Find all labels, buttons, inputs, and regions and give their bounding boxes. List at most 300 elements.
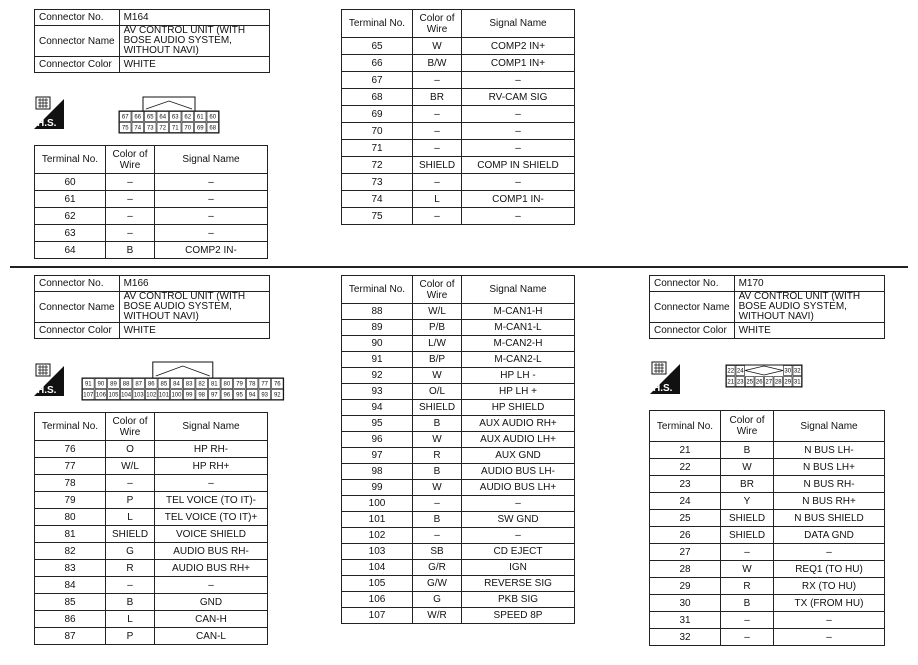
- label-connector-name: Connector Name: [650, 292, 735, 323]
- wire-color-cell: B: [106, 242, 155, 259]
- signal-name-cell: –: [155, 225, 268, 242]
- signal-name-cell: AUDIO BUS LH-: [462, 464, 575, 480]
- wire-color-cell: R: [413, 448, 462, 464]
- pin-number: 74: [134, 125, 142, 132]
- pin-number: 32: [793, 368, 801, 375]
- value-connector-name: AV CONTROL UNIT (WITH BOSE AUDIO SYSTEM, WITHOUT NAVI): [119, 292, 269, 323]
- table-row: [35, 628, 268, 645]
- terminal-no-cell: 91: [342, 352, 413, 368]
- signal-name-cell: COMP2 IN-: [155, 242, 268, 259]
- table-row: [650, 476, 885, 493]
- pin-number: 94: [248, 392, 256, 399]
- table-row: [35, 458, 268, 475]
- terminal-no-cell: 26: [650, 527, 721, 544]
- table-row: [35, 560, 268, 577]
- pin-number: 103: [133, 392, 144, 399]
- wire-color-cell: –: [413, 106, 462, 123]
- value-connector-no: M166: [119, 276, 269, 292]
- signal-name-cell: DATA GND: [774, 527, 885, 544]
- table-row: [35, 191, 268, 208]
- label-connector-color: Connector Color: [35, 57, 120, 73]
- pin-number: 86: [147, 381, 155, 388]
- terminal-no-cell: 32: [650, 629, 721, 646]
- terminal-no-cell: 98: [342, 464, 413, 480]
- terminal-no-cell: 84: [35, 577, 106, 594]
- signal-name-cell: –: [155, 475, 268, 492]
- table-row: [650, 510, 885, 527]
- table-row: [342, 174, 575, 191]
- terminal-no-cell: 67: [342, 72, 413, 89]
- pin-number: 29: [784, 379, 792, 386]
- terminal-no-cell: 77: [35, 458, 106, 475]
- wire-color-cell: L: [413, 191, 462, 208]
- wire-color-cell: W: [721, 561, 774, 578]
- wire-color-cell: W: [413, 480, 462, 496]
- signal-name-cell: M-CAN2-L: [462, 352, 575, 368]
- terminal-no-cell: 29: [650, 578, 721, 595]
- wire-color-cell: –: [413, 140, 462, 157]
- wire-color-cell: L: [106, 509, 155, 526]
- terminal-no-cell: 80: [35, 509, 106, 526]
- signal-name-cell: HP LH -: [462, 368, 575, 384]
- connector-m164-latch: [143, 97, 195, 111]
- table-row: [35, 441, 268, 458]
- signal-name-cell: TEL VOICE (TO IT)-: [155, 492, 268, 509]
- header-terminal-no: Terminal No.: [650, 411, 721, 442]
- pin-number: 65: [146, 114, 154, 121]
- table-row: [342, 464, 575, 480]
- table-row: [342, 336, 575, 352]
- signal-name-cell: N BUS LH+: [774, 459, 885, 476]
- terminal-no-cell: 70: [342, 123, 413, 140]
- table-row: [342, 528, 575, 544]
- terminal-table-m164-b: [341, 9, 575, 225]
- value-connector-no: M170: [734, 276, 884, 292]
- wire-color-cell: –: [106, 225, 155, 242]
- header-color-of-wire: Color of Wire: [413, 10, 462, 38]
- wire-color-cell: B: [413, 512, 462, 528]
- terminal-no-cell: 62: [35, 208, 106, 225]
- table-row: [342, 592, 575, 608]
- terminal-no-cell: 75: [342, 208, 413, 225]
- label-connector-name: Connector Name: [35, 292, 120, 323]
- terminal-no-cell: 99: [342, 480, 413, 496]
- pin-number: 107: [83, 392, 94, 399]
- pin-number: 100: [171, 392, 182, 399]
- terminal-no-cell: 88: [342, 304, 413, 320]
- pin-number: 72: [159, 125, 167, 132]
- table-row: [342, 208, 575, 225]
- connector-diagram-m166: [80, 360, 288, 402]
- table-row: [342, 320, 575, 336]
- pin-number: 106: [95, 392, 106, 399]
- label-connector-color: Connector Color: [35, 323, 120, 339]
- terminal-no-cell: 63: [35, 225, 106, 242]
- signal-name-cell: –: [462, 140, 575, 157]
- pin-number: 95: [236, 392, 243, 399]
- signal-name-cell: VOICE SHIELD: [155, 526, 268, 543]
- value-connector-color: WHITE: [119, 323, 269, 339]
- signal-name-cell: REQ1 (TO HU): [774, 561, 885, 578]
- pin-number: 70: [184, 125, 192, 132]
- header-terminal-no: Terminal No.: [342, 10, 413, 38]
- hs-label: H.S.: [37, 118, 57, 129]
- pin-number: 64: [159, 114, 167, 121]
- wire-color-cell: W: [721, 459, 774, 476]
- wire-color-cell: W/R: [413, 608, 462, 624]
- signal-name-cell: SW GND: [462, 512, 575, 528]
- header-signal-name: Signal Name: [155, 413, 268, 441]
- pin-number: 69: [196, 125, 204, 132]
- pin-number: 92: [273, 392, 281, 399]
- terminal-no-cell: 97: [342, 448, 413, 464]
- terminal-rows: [342, 38, 575, 225]
- signal-name-cell: AUX AUDIO RH+: [462, 416, 575, 432]
- signal-name-cell: CAN-L: [155, 628, 268, 645]
- pin-number: 77: [261, 381, 269, 388]
- wire-color-cell: –: [413, 528, 462, 544]
- terminal-no-cell: 82: [35, 543, 106, 560]
- table-row: [342, 416, 575, 432]
- wire-color-cell: B: [106, 594, 155, 611]
- wire-color-cell: B: [413, 416, 462, 432]
- signal-name-cell: PKB SIG: [462, 592, 575, 608]
- table-row: [342, 400, 575, 416]
- terminal-no-cell: 68: [342, 89, 413, 106]
- pin-number: 66: [134, 114, 142, 121]
- terminal-rows: [35, 441, 268, 645]
- signal-name-cell: HP RH-: [155, 441, 268, 458]
- signal-name-cell: M-CAN1-L: [462, 320, 575, 336]
- signal-name-cell: COMP2 IN+: [462, 38, 575, 55]
- table-row: [342, 368, 575, 384]
- harness-side-icon: [34, 95, 64, 129]
- terminal-rows: [650, 442, 885, 646]
- pin-number: 83: [185, 381, 193, 388]
- header-signal-name: Signal Name: [462, 10, 575, 38]
- section-divider: [10, 266, 908, 268]
- signal-name-cell: HP LH +: [462, 384, 575, 400]
- terminal-no-cell: 103: [342, 544, 413, 560]
- signal-name-cell: AUDIO BUS RH-: [155, 543, 268, 560]
- signal-name-cell: –: [155, 208, 268, 225]
- header-signal-name: Signal Name: [155, 146, 268, 174]
- pin-number: 90: [97, 381, 105, 388]
- wire-color-cell: –: [721, 612, 774, 629]
- signal-name-cell: TX (FROM HU): [774, 595, 885, 612]
- wire-color-cell: O/L: [413, 384, 462, 400]
- signal-name-cell: TEL VOICE (TO IT)+: [155, 509, 268, 526]
- terminal-no-cell: 104: [342, 560, 413, 576]
- terminal-no-cell: 27: [650, 544, 721, 561]
- pin-number: 79: [236, 381, 243, 388]
- pin-number: 87: [135, 381, 143, 388]
- signal-name-cell: N BUS RH+: [774, 493, 885, 510]
- wire-color-cell: –: [413, 208, 462, 225]
- signal-name-cell: AUDIO BUS LH+: [462, 480, 575, 496]
- terminal-no-cell: 78: [35, 475, 106, 492]
- pin-number: 96: [223, 392, 231, 399]
- connector-diagram-m164: [117, 95, 223, 135]
- wire-color-cell: B: [413, 464, 462, 480]
- pin-number: 22: [727, 368, 735, 375]
- terminal-rows: [35, 174, 268, 259]
- wire-color-cell: BR: [413, 89, 462, 106]
- signal-name-cell: –: [774, 629, 885, 646]
- wire-color-cell: G/W: [413, 576, 462, 592]
- terminal-no-cell: 30: [650, 595, 721, 612]
- terminal-no-cell: 107: [342, 608, 413, 624]
- terminal-table-m166-b: [341, 275, 575, 624]
- terminal-no-cell: 90: [342, 336, 413, 352]
- pin-number: 67: [121, 114, 129, 121]
- connector-info-m166: [34, 275, 270, 339]
- table-row: [342, 106, 575, 123]
- value-connector-no: M164: [119, 10, 269, 26]
- pin-number: 98: [198, 392, 206, 399]
- harness-side-icon: [650, 360, 680, 394]
- terminal-no-cell: 96: [342, 432, 413, 448]
- pin-number: 30: [784, 368, 792, 375]
- terminal-no-cell: 72: [342, 157, 413, 174]
- table-row: [342, 608, 575, 624]
- signal-name-cell: –: [155, 191, 268, 208]
- header-terminal-no: Terminal No.: [35, 413, 106, 441]
- table-row: [650, 493, 885, 510]
- pin-number: 73: [146, 125, 154, 132]
- wire-color-cell: B: [721, 442, 774, 459]
- signal-name-cell: RV-CAM SIG: [462, 89, 575, 106]
- wire-color-cell: –: [413, 174, 462, 191]
- table-row: [342, 304, 575, 320]
- table-row: [35, 611, 268, 628]
- wire-color-cell: P: [106, 628, 155, 645]
- pin-number: 21: [727, 379, 735, 386]
- pin-number: 81: [210, 381, 218, 388]
- pin-number: 27: [765, 379, 773, 386]
- terminal-no-cell: 61: [35, 191, 106, 208]
- pin-number: 26: [755, 379, 763, 386]
- signal-name-cell: CAN-H: [155, 611, 268, 628]
- signal-name-cell: N BUS SHIELD: [774, 510, 885, 527]
- table-row: [35, 526, 268, 543]
- connector-m166-latch-mark: [156, 366, 210, 376]
- signal-name-cell: M-CAN2-H: [462, 336, 575, 352]
- table-row: [342, 123, 575, 140]
- pin-number: 71: [171, 125, 179, 132]
- header-color-of-wire: Color of Wire: [721, 411, 774, 442]
- terminal-no-cell: 87: [35, 628, 106, 645]
- wire-color-cell: P/B: [413, 320, 462, 336]
- table-row: [342, 55, 575, 72]
- terminal-no-cell: 24: [650, 493, 721, 510]
- label-connector-no: Connector No.: [35, 10, 120, 26]
- table-row: [650, 629, 885, 646]
- table-row: [35, 492, 268, 509]
- signal-name-cell: –: [155, 577, 268, 594]
- table-row: [35, 577, 268, 594]
- table-row: [35, 509, 268, 526]
- pin-number: 80: [223, 381, 231, 388]
- table-row: [342, 140, 575, 157]
- signal-name-cell: –: [462, 72, 575, 89]
- pin-number: 78: [248, 381, 256, 388]
- pin-number: 76: [273, 381, 281, 388]
- signal-name-cell: –: [462, 106, 575, 123]
- wire-color-cell: SHIELD: [106, 526, 155, 543]
- table-row: [342, 191, 575, 208]
- table-row: [650, 561, 885, 578]
- signal-name-cell: COMP IN SHIELD: [462, 157, 575, 174]
- wire-color-cell: L/W: [413, 336, 462, 352]
- value-connector-name: AV CONTROL UNIT (WITH BOSE AUDIO SYSTEM, WITHOUT NAVI): [734, 292, 884, 323]
- signal-name-cell: CD EJECT: [462, 544, 575, 560]
- table-row: [342, 38, 575, 55]
- pin-number: 28: [774, 379, 782, 386]
- wire-color-cell: W: [413, 368, 462, 384]
- terminal-table-m166-a: [34, 412, 268, 645]
- wire-color-cell: G/R: [413, 560, 462, 576]
- table-row: [650, 442, 885, 459]
- signal-name-cell: AUX GND: [462, 448, 575, 464]
- pin-number: 91: [84, 381, 92, 388]
- terminal-no-cell: 100: [342, 496, 413, 512]
- wire-color-cell: W/L: [413, 304, 462, 320]
- wire-color-cell: B: [721, 595, 774, 612]
- table-row: [342, 448, 575, 464]
- wire-color-cell: R: [721, 578, 774, 595]
- table-row: [35, 174, 268, 191]
- pin-number: 102: [146, 392, 157, 399]
- signal-name-cell: N BUS LH-: [774, 442, 885, 459]
- value-connector-name: AV CONTROL UNIT (WITH BOSE AUDIO SYSTEM, WITHOUT NAVI): [119, 26, 269, 57]
- pin-number: 85: [160, 381, 168, 388]
- terminal-no-cell: 94: [342, 400, 413, 416]
- terminal-no-cell: 23: [650, 476, 721, 493]
- table-row: [35, 242, 268, 259]
- wire-color-cell: P: [106, 492, 155, 509]
- wire-color-cell: –: [413, 123, 462, 140]
- pin-number: 105: [108, 392, 119, 399]
- signal-name-cell: HP SHIELD: [462, 400, 575, 416]
- wire-color-cell: –: [413, 72, 462, 89]
- value-connector-color: WHITE: [119, 57, 269, 73]
- table-row: [650, 459, 885, 476]
- header-color-of-wire: Color of Wire: [106, 146, 155, 174]
- value-connector-color: WHITE: [734, 323, 884, 339]
- label-connector-color: Connector Color: [650, 323, 735, 339]
- pin-number: 62: [184, 114, 192, 121]
- signal-name-cell: GND: [155, 594, 268, 611]
- wire-color-cell: SHIELD: [721, 510, 774, 527]
- terminal-no-cell: 25: [650, 510, 721, 527]
- terminal-no-cell: 86: [35, 611, 106, 628]
- table-row: [342, 560, 575, 576]
- header-terminal-no: Terminal No.: [35, 146, 106, 174]
- header-color-of-wire: Color of Wire: [413, 276, 462, 304]
- signal-name-cell: N BUS RH-: [774, 476, 885, 493]
- terminal-no-cell: 73: [342, 174, 413, 191]
- wire-color-cell: –: [721, 629, 774, 646]
- terminal-no-cell: 92: [342, 368, 413, 384]
- wire-color-cell: SB: [413, 544, 462, 560]
- signal-name-cell: AUX AUDIO LH+: [462, 432, 575, 448]
- table-row: [650, 612, 885, 629]
- table-row: [650, 544, 885, 561]
- wire-color-cell: L: [106, 611, 155, 628]
- signal-name-cell: –: [774, 544, 885, 561]
- pin-number: 101: [158, 392, 169, 399]
- table-row: [35, 225, 268, 242]
- wire-color-cell: –: [106, 577, 155, 594]
- wire-color-cell: G: [106, 543, 155, 560]
- header-terminal-no: Terminal No.: [342, 276, 413, 304]
- terminal-no-cell: 102: [342, 528, 413, 544]
- signal-name-cell: –: [462, 496, 575, 512]
- signal-name-cell: RX (TO HU): [774, 578, 885, 595]
- wire-color-cell: W/L: [106, 458, 155, 475]
- terminal-table-m164-a: [34, 145, 268, 259]
- table-row: [342, 72, 575, 89]
- terminal-no-cell: 76: [35, 441, 106, 458]
- terminal-no-cell: 22: [650, 459, 721, 476]
- connector-info-m170: [649, 275, 885, 339]
- wire-color-cell: –: [106, 475, 155, 492]
- pin-number: 104: [121, 392, 132, 399]
- signal-name-cell: IGN: [462, 560, 575, 576]
- terminal-no-cell: 31: [650, 612, 721, 629]
- terminal-no-cell: 83: [35, 560, 106, 577]
- terminal-table-m170: [649, 410, 885, 646]
- wire-color-cell: SHIELD: [413, 157, 462, 174]
- terminal-no-cell: 95: [342, 416, 413, 432]
- terminal-no-cell: 74: [342, 191, 413, 208]
- table-row: [342, 576, 575, 592]
- table-row: [342, 157, 575, 174]
- wire-color-cell: B/P: [413, 352, 462, 368]
- pin-number: 60: [209, 114, 217, 121]
- terminal-no-cell: 101: [342, 512, 413, 528]
- pin-number: 23: [736, 379, 744, 386]
- table-row: [342, 89, 575, 106]
- signal-name-cell: COMP1 IN-: [462, 191, 575, 208]
- wire-color-cell: –: [721, 544, 774, 561]
- signal-name-cell: AUDIO BUS RH+: [155, 560, 268, 577]
- table-row: [342, 544, 575, 560]
- wire-color-cell: –: [413, 496, 462, 512]
- pin-number: 63: [171, 114, 179, 121]
- terminal-no-cell: 89: [342, 320, 413, 336]
- pin-number: 89: [110, 381, 117, 388]
- header-color-of-wire: Color of Wire: [106, 413, 155, 441]
- hs-label: H.S.: [37, 385, 57, 396]
- terminal-no-cell: 106: [342, 592, 413, 608]
- terminal-rows: [342, 304, 575, 624]
- terminal-no-cell: 71: [342, 140, 413, 157]
- table-row: [342, 384, 575, 400]
- wire-color-cell: R: [106, 560, 155, 577]
- table-row: [35, 475, 268, 492]
- connector-m166-latch: [153, 362, 213, 378]
- terminal-no-cell: 66: [342, 55, 413, 72]
- table-row: [650, 578, 885, 595]
- wire-color-cell: W: [413, 432, 462, 448]
- signal-name-cell: –: [462, 528, 575, 544]
- terminal-no-cell: 105: [342, 576, 413, 592]
- signal-name-cell: M-CAN1-H: [462, 304, 575, 320]
- table-row: [35, 208, 268, 225]
- pin-number: 88: [122, 381, 130, 388]
